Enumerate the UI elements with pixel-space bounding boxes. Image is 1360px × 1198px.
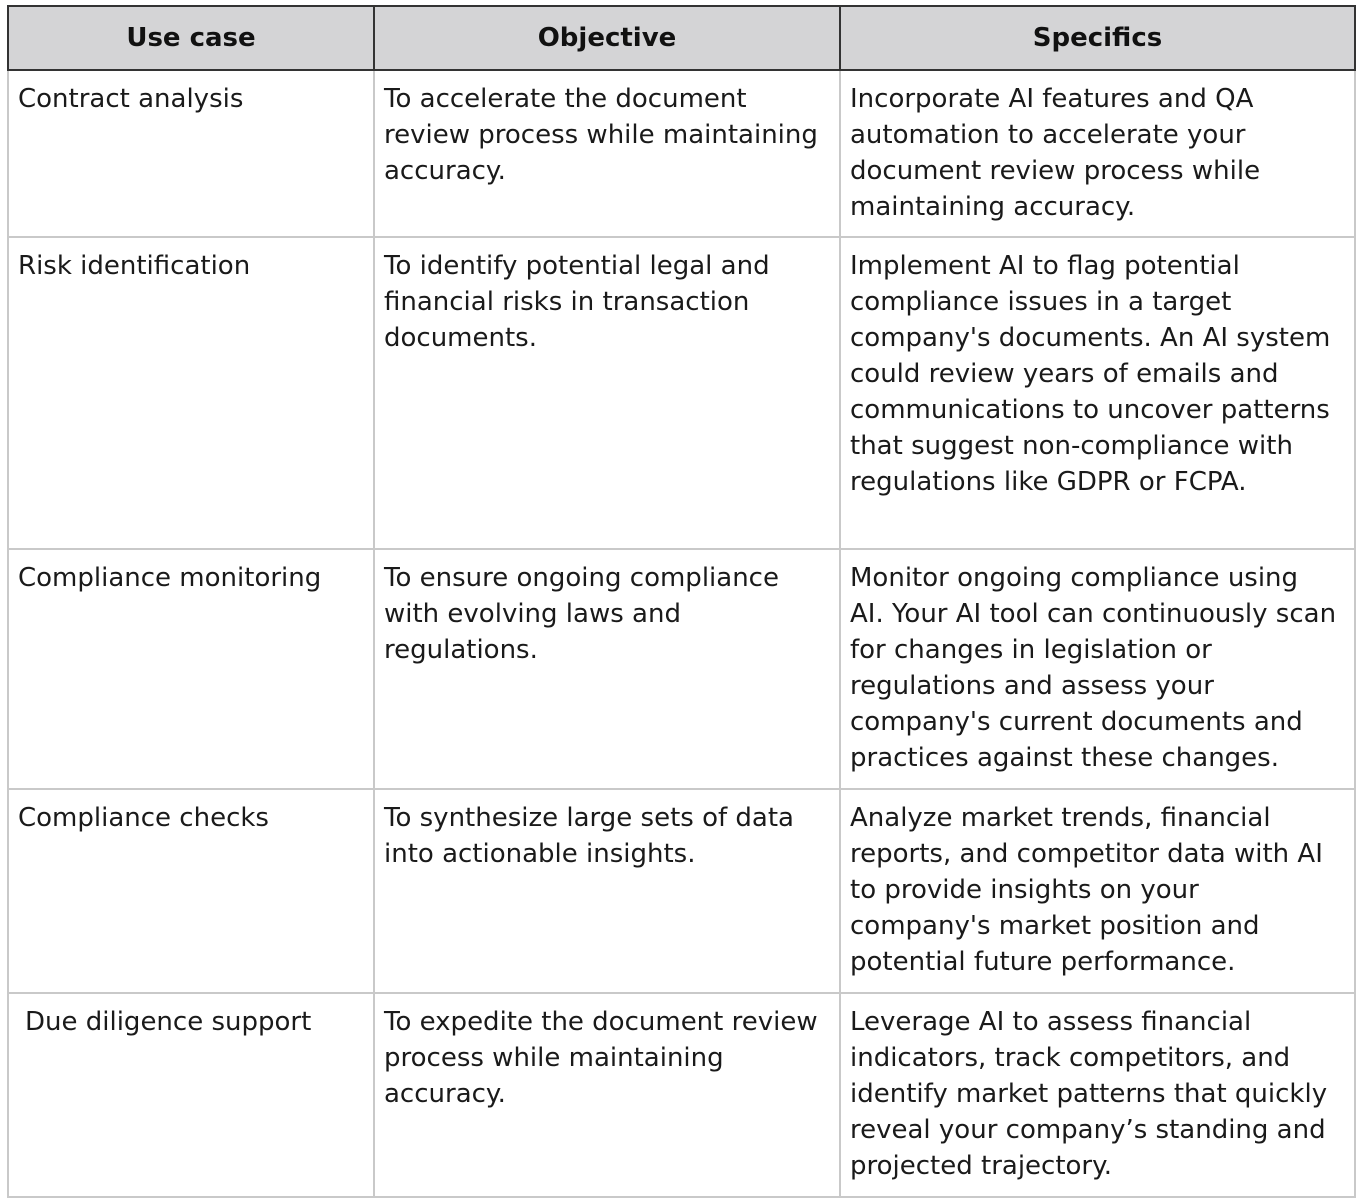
specifics-cell: Incorporate AI features and QA automation to accelerate your document review process while maintaining accuracy.: [840, 70, 1355, 237]
use-case-cell: Contract analysis: [8, 70, 374, 237]
use-case-table: [7, 5, 1356, 1198]
header-specifics: Specifics: [840, 6, 1355, 70]
table-header: [8, 6, 1355, 70]
use-case-cell: Risk identification: [8, 237, 374, 549]
use-case-cell: Compliance checks: [8, 789, 374, 993]
specifics-cell: Leverage AI to assess financial indicators, track competitors, and identify market patterns that quickly reveal your company’s standing and projected trajectory.: [840, 993, 1355, 1197]
objective-cell: To expedite the document review process while maintaining accuracy.: [374, 993, 840, 1197]
table-row: [8, 993, 1355, 1197]
objective-cell: To accelerate the document review process while maintaining accuracy.: [374, 70, 840, 237]
objective-cell: To synthesize large sets of data into actionable insights.: [374, 789, 840, 993]
table-row: [8, 237, 1355, 549]
specifics-cell: Monitor ongoing compliance using AI. Your AI tool can continuously scan for changes in legislation or regulations and assess your company's current documents and practices against these changes.: [840, 549, 1355, 789]
header-row: [8, 6, 1355, 70]
table-body: [8, 70, 1355, 1197]
table-row: [8, 549, 1355, 789]
header-objective: Objective: [374, 6, 840, 70]
use-case-cell: Due diligence support: [8, 993, 374, 1197]
objective-cell: To ensure ongoing compliance with evolving laws and regulations.: [374, 549, 840, 789]
specifics-cell: Analyze market trends, financial reports, and competitor data with AI to provide insights on your company's market position and potential future performance.: [840, 789, 1355, 993]
objective-cell: To identify potential legal and financial risks in transaction documents.: [374, 237, 840, 549]
specifics-cell: Implement AI to flag potential compliance issues in a target company's documents. An AI system could review years of emails and communications to uncover patterns that suggest non-compliance with regulations like GDPR or FCPA.: [840, 237, 1355, 549]
header-use-case: Use case: [8, 6, 374, 70]
table-row: [8, 70, 1355, 237]
table-row: [8, 789, 1355, 993]
use-case-cell: Compliance monitoring: [8, 549, 374, 789]
